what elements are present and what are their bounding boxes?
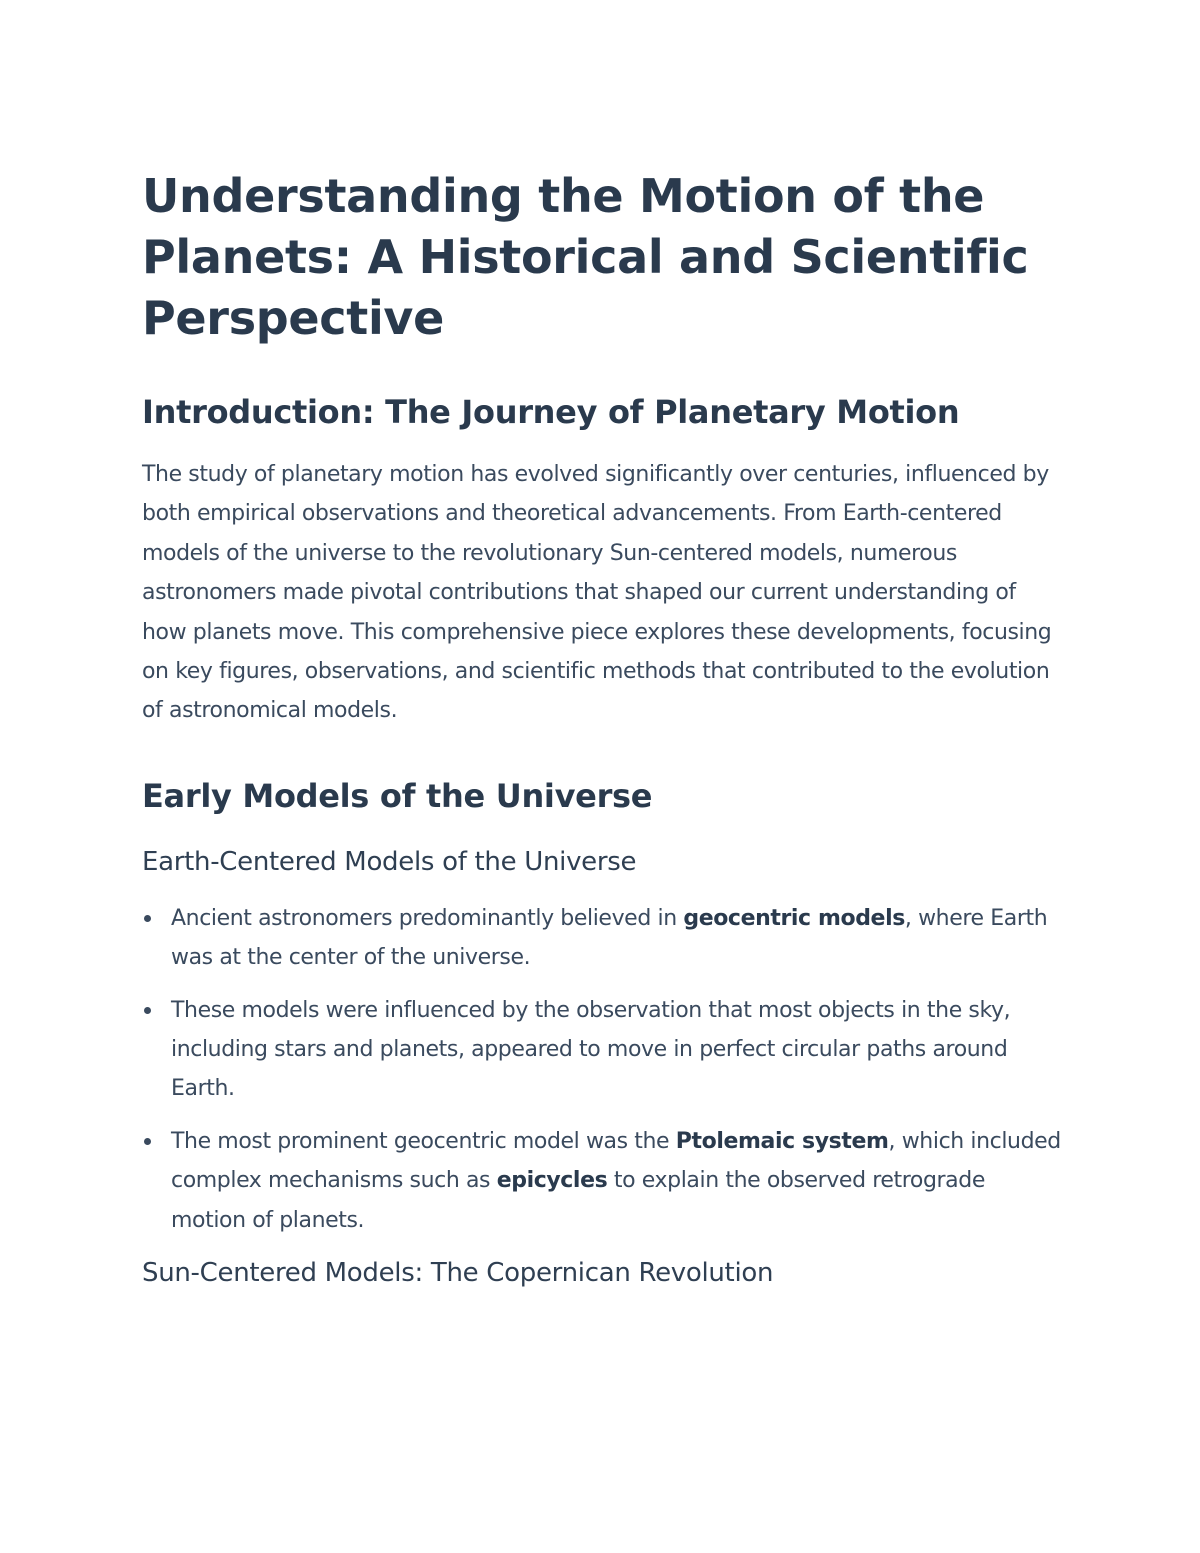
bullet-bold-term: Ptolemaic system [675, 1128, 889, 1154]
intro-paragraph: The study of planetary motion has evolved significantly over centuries, influenced by both empirical observations and theoretical advancements. From Earth-centered models of the universe to the revolutionary Sun-centered models, numerous astronomers made pivotal contributions that shaped our current understanding of how planets move. This comprehensive piece explores these developments, focusing on key figures, observations, and scientific methods that contributed to the evolution of astronomical models. [142, 462, 1052, 724]
bullet-text-pre: Ancient astronomers predominantly believed in [171, 905, 684, 931]
bullet-bold-term-2: epicycles [496, 1168, 608, 1194]
sun-centered-heading: Sun-Centered Models: The Copernican Revolution [142, 1258, 774, 1289]
bullet-icon [144, 1007, 151, 1014]
list-item [142, 1122, 1062, 1240]
list-item [142, 991, 1062, 1109]
document-page [142, 166, 1062, 1292]
intro-heading: Introduction: The Journey of Planetary Motion [142, 393, 960, 431]
bullet-icon [144, 1138, 151, 1145]
list-item [142, 899, 1062, 978]
bullet-bold-term: geocentric models [683, 905, 905, 931]
document-title: Understanding the Motion of the Planets: A Historical and Scientific Perspective [142, 169, 1029, 345]
bullet-text-mid: , which included complex mechanisms such as [171, 1128, 1061, 1194]
early-models-heading: Early Models of the Universe [142, 776, 653, 815]
bullet-text-post: to explain the observed retrograde motion of planets. [171, 1168, 985, 1233]
earth-centered-bullet-list [142, 899, 1062, 1240]
bullet-text-pre: The most prominent geocentric model was the [171, 1128, 676, 1154]
earth-centered-heading: Earth-Centered Models of the Universe [142, 846, 637, 877]
bullet-icon [144, 915, 151, 922]
bullet-text: These models were influenced by the observation that most objects in the sky, including stars and planets, appeared to move in perfect circular paths around Earth. [171, 997, 1011, 1102]
bullet-text-post: , where Earth was at the center of the universe. [171, 905, 1048, 971]
